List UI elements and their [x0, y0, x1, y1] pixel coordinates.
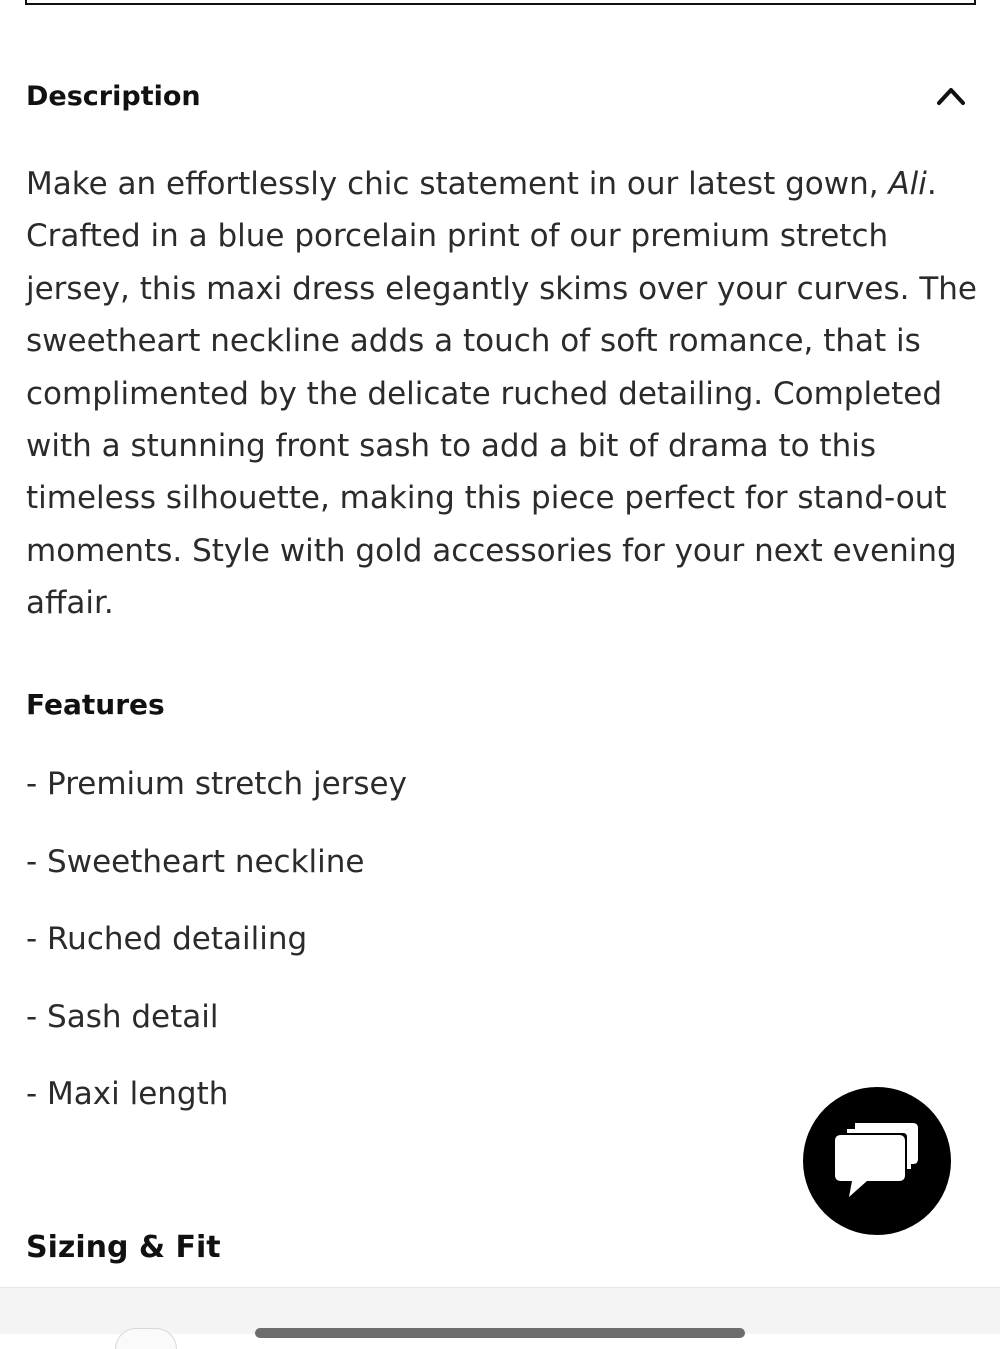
- chevron-up-icon[interactable]: [936, 84, 966, 106]
- feature-item: - Sash detail: [26, 998, 219, 1035]
- description-accordion-header[interactable]: [26, 78, 972, 118]
- feature-item: - Premium stretch jersey: [26, 766, 407, 802]
- feature-item: - Sweetheart neckline: [26, 843, 365, 880]
- bottom-bar: [0, 1287, 1000, 1334]
- product-name: Ali: [888, 166, 927, 202]
- description-text-end: . Crafted in a blue porcelain print of our premium stretch jersey, this maxi dress elegantly skims over your curves. The sweetheart neckline adds a touch of soft romance, that is complimented by the delicate ruched detailing. Completed with a stunning front sash to add a bit of drama to this timeless silhouette, making this piece perfect for stand-out moments. Style with gold accessories for your next evening affair.: [26, 166, 977, 622]
- description-text: [26, 158, 986, 630]
- sizing-fit-title[interactable]: Sizing & Fit: [26, 1230, 221, 1265]
- feature-item: - Maxi length: [26, 1076, 229, 1112]
- description-text-start: Make an effortlessly chic statement in our latest gown,: [26, 166, 889, 202]
- features-title: Features: [26, 688, 165, 721]
- bottom-left-control[interactable]: [115, 1328, 177, 1349]
- previous-section-box: [25, 0, 976, 5]
- chat-button[interactable]: [803, 1087, 951, 1235]
- chat-bubbles-icon: [835, 1117, 921, 1207]
- features-list: [26, 758, 407, 1146]
- description-title: Description: [26, 81, 201, 112]
- bottom-handle[interactable]: [255, 1328, 745, 1338]
- feature-item: - Ruched detailing: [26, 921, 308, 957]
